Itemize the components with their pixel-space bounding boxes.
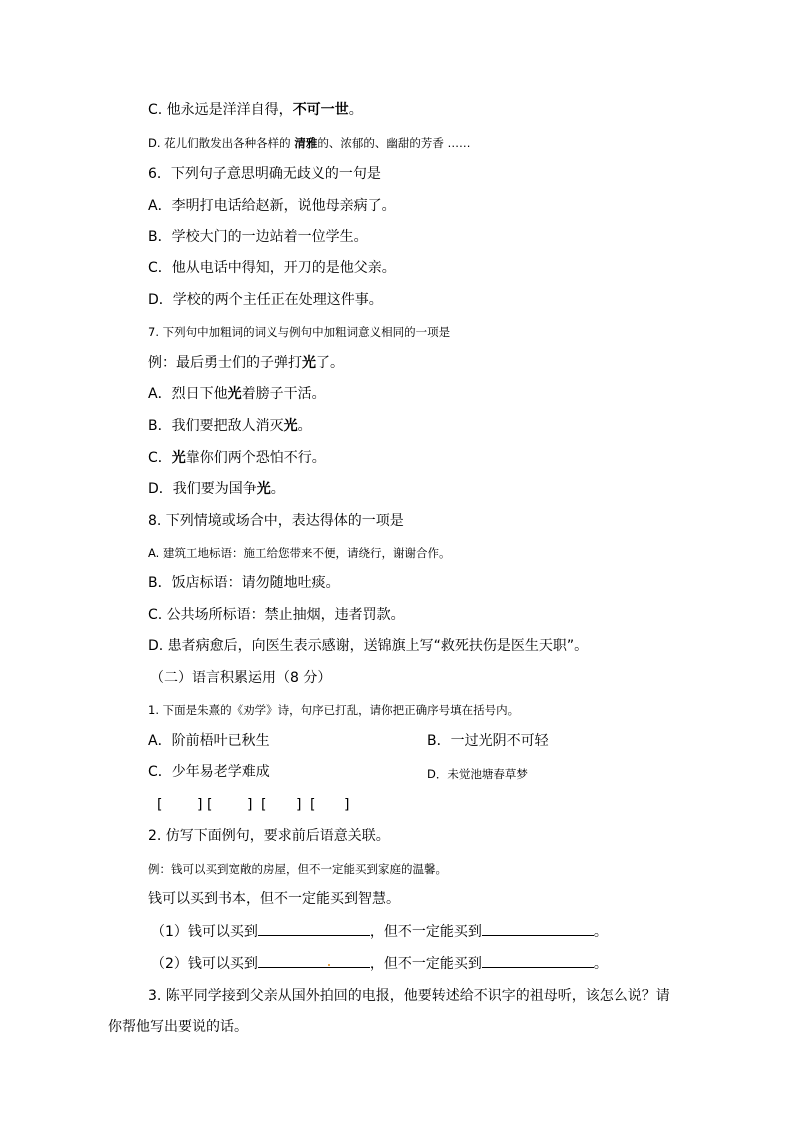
s2-p2-line2: （2）钱可以买到 ，但不一定能买到 。 bbox=[151, 953, 608, 974]
bracket-3-open: [ bbox=[261, 797, 267, 813]
bracket-2-close: ] bbox=[247, 797, 253, 813]
q7-option-a: A．烈日下他光着膀子干活。 bbox=[148, 386, 326, 402]
s2-p1-option-d: D．未觉池塘春草梦 bbox=[427, 767, 528, 781]
q7-option-d: D．我们要为国争光。 bbox=[148, 481, 285, 497]
s2-p2-sample: 钱可以买到书本，但不一定能买到智慧。 bbox=[148, 891, 400, 907]
fill-blank-1b[interactable] bbox=[482, 921, 594, 936]
q5-option-c: C. 他永远是洋洋自得，不可一世。 bbox=[148, 102, 363, 118]
bracket-3-close: ] bbox=[296, 797, 302, 813]
q8-option-b: B．饭店标语：请勿随地吐痰。 bbox=[148, 575, 340, 591]
q6-option-c: C．他从电话中得知，开刀的是他父亲。 bbox=[148, 260, 396, 276]
q8-option-a: A. 建筑工地标语：施工给您带来不便，请绕行，谢谢合作。 bbox=[148, 546, 451, 560]
s2-p2-example: 例：钱可以买到宽敞的房屋，但不一定能买到家庭的温馨。 bbox=[148, 862, 447, 876]
fill-blank-2a[interactable] bbox=[258, 953, 370, 968]
fill-blank-1a[interactable] bbox=[258, 921, 370, 936]
s2-p2-stem: 2. 仿写下面例句，要求前后语意关联。 bbox=[148, 828, 390, 844]
bracket-1-open: [ bbox=[157, 797, 163, 813]
q6-option-b: B．学校大门的一边站着一位学生。 bbox=[148, 229, 368, 245]
bracket-1-close: ] bbox=[197, 797, 203, 813]
q7-option-c: C．光靠你们两个恐怕不行。 bbox=[148, 450, 326, 466]
section2-heading: （二）语言积累运用（8 分） bbox=[150, 670, 332, 686]
q8-option-c: C. 公共场所标语：禁止抽烟，违者罚款。 bbox=[148, 607, 405, 623]
q6-option-a: A．李明打电话给赵新，说他母亲病了。 bbox=[148, 198, 396, 214]
s2-p2-line1: （1）钱可以买到 ，但不一定能买到 。 bbox=[151, 921, 608, 942]
bracket-4-open: [ bbox=[310, 797, 316, 813]
fill-blank-2b[interactable] bbox=[482, 953, 594, 968]
q7-option-b: B．我们要把敌人消灭光。 bbox=[148, 418, 312, 434]
q7-example: 例：最后勇士们的子弹打光了。 bbox=[148, 355, 344, 371]
q5-option-c-bold: 不可一世 bbox=[292, 102, 349, 118]
stray-mark bbox=[328, 964, 330, 966]
s2-p1-option-a: A．阶前梧叶已秋生 bbox=[148, 733, 270, 749]
q8-stem: 8. 下列情境或场合中，表达得体的一项是 bbox=[148, 513, 404, 529]
q5-option-d-bold: 清雅 bbox=[294, 136, 318, 150]
bracket-2-open: [ bbox=[207, 797, 213, 813]
s2-p1-stem: 1. 下面是朱熹的《劝学》诗，句序已打乱，请你把正确序号填在括号内。 bbox=[148, 703, 520, 717]
q5-option-d: D. 花儿们散发出各种各样的 清雅的、浓郁的、幽甜的芳香 …… bbox=[148, 136, 471, 150]
s2-p3-line2: 你帮他写出要说的话。 bbox=[108, 1019, 248, 1035]
q8-option-d: D. 患者病愈后，向医生表示感谢，送锦旗上写“救死扶伤是医生天职”。 bbox=[148, 638, 589, 654]
s2-p1-option-c: C．少年易老学难成 bbox=[148, 764, 270, 780]
q6-stem: 6．下列句子意思明确无歧义的一句是 bbox=[148, 166, 381, 182]
s2-p3-line1: 3. 陈平同学接到父亲从国外拍回的电报，他要转述给不识字的祖母听，该怎么说？请 bbox=[148, 988, 670, 1004]
bracket-4-close: ] bbox=[344, 797, 350, 813]
answer-brackets[interactable] bbox=[157, 795, 349, 815]
q6-option-d: D．学校的两个主任正在处理这件事。 bbox=[148, 292, 383, 308]
q7-stem: 7. 下列句中加粗词的词义与例句中加粗词意义相同的一项是 bbox=[148, 325, 451, 339]
s2-p1-option-b: B．一过光阴不可轻 bbox=[427, 733, 549, 749]
